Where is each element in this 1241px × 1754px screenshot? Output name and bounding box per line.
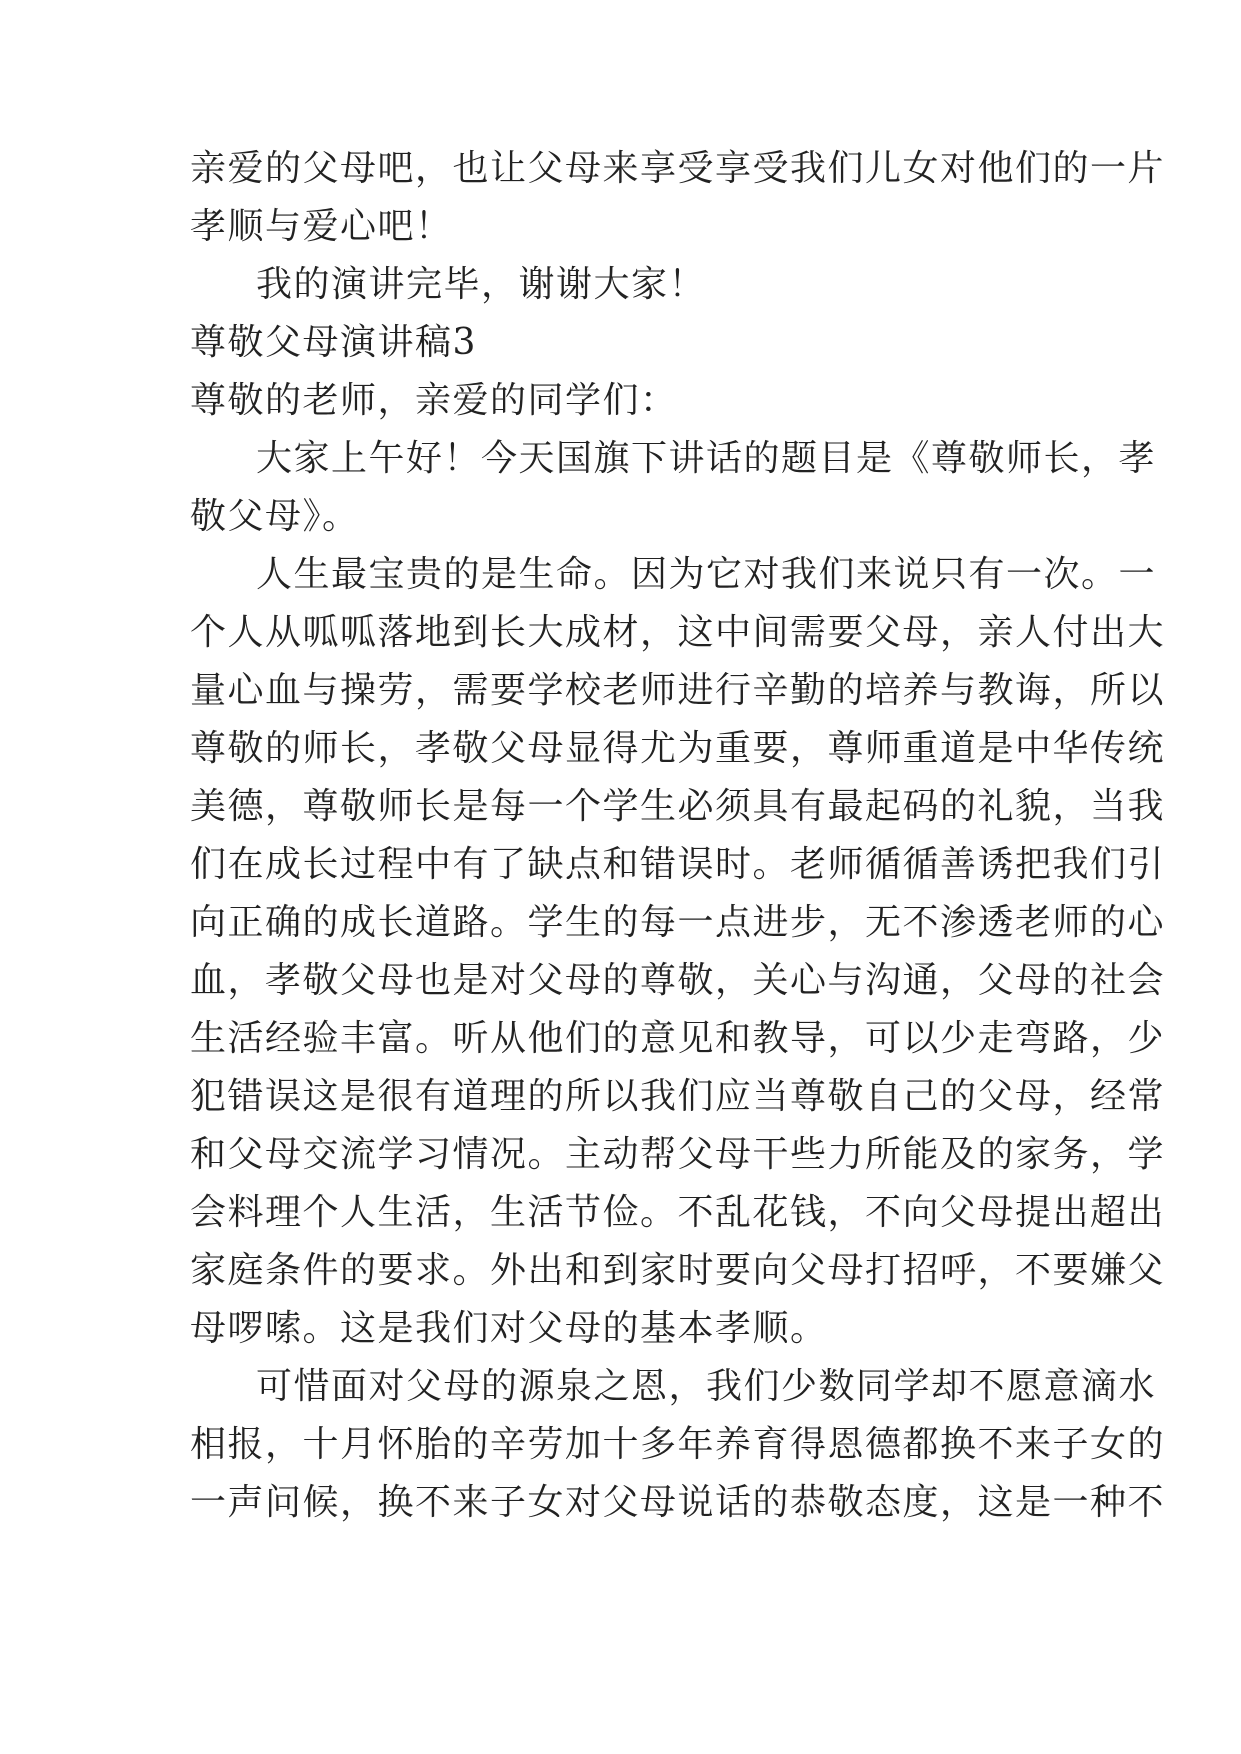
text-line: 犯错误这是很有道理的所以我们应当尊敬自己的父母，经常 bbox=[190, 1076, 1166, 1117]
text-line: 会料理个人生活，生活节俭。不乱花钱，不向父母提出超出 bbox=[190, 1192, 1166, 1233]
text-line: 一声问候，换不来子女对父母说话的恭敬态度，这是一种不 bbox=[190, 1482, 1166, 1523]
text-line: 个人从呱呱落地到长大成材，这中间需要父母，亲人付出大 bbox=[190, 612, 1166, 653]
text-line: 家庭条件的要求。外出和到家时要向父母打招呼，不要嫌父 bbox=[190, 1250, 1166, 1291]
closing-line: 我的演讲完毕，谢谢大家！ bbox=[256, 264, 707, 305]
text-line: 美德，尊敬师长是每一个学生必须具有最起码的礼貌，当我 bbox=[190, 786, 1166, 827]
text-line: 向正确的成长道路。学生的每一点进步，无不渗透老师的心 bbox=[190, 902, 1166, 943]
text-line: 尊敬的师长，孝敬父母显得尤为重要，尊师重道是中华传统 bbox=[190, 728, 1166, 769]
text-line: 母啰嗦。这是我们对父母的基本孝顺。 bbox=[190, 1308, 828, 1349]
section-title: 尊敬父母演讲稿3 bbox=[190, 322, 477, 363]
text-line: 相报，十月怀胎的辛劳加十多年养育得恩德都换不来子女的 bbox=[190, 1424, 1166, 1465]
text-line: 们在成长过程中有了缺点和错误时。老师循循善诱把我们引 bbox=[190, 844, 1166, 885]
text-line: 和父母交流学习情况。主动帮父母干些力所能及的家务，学 bbox=[190, 1134, 1166, 1175]
document-body bbox=[190, 140, 1166, 1532]
salutation: 尊敬的老师，亲爱的同学们： bbox=[190, 380, 678, 421]
text-line: 人生最宝贵的是生命。因为它对我们来说只有一次。一 bbox=[256, 554, 1157, 595]
text-line: 生活经验丰富。听从他们的意见和教导，可以少走弯路，少 bbox=[190, 1018, 1166, 1059]
text-line: 孝顺与爱心吧！ bbox=[190, 206, 453, 247]
text-line: 量心血与操劳，需要学校老师进行辛勤的培养与教诲，所以 bbox=[190, 670, 1166, 711]
text-line: 亲爱的父母吧，也让父母来享受享受我们儿女对他们的一片 bbox=[190, 148, 1166, 189]
text-line: 血，孝敬父母也是对父母的尊敬，关心与沟通，父母的社会 bbox=[190, 960, 1166, 1001]
text-line: 可惜面对父母的源泉之恩，我们少数同学却不愿意滴水 bbox=[256, 1366, 1157, 1407]
text-line: 敬父母》。 bbox=[190, 496, 360, 537]
text-line: 大家上午好！今天国旗下讲话的题目是《尊敬师长，孝 bbox=[256, 438, 1157, 479]
